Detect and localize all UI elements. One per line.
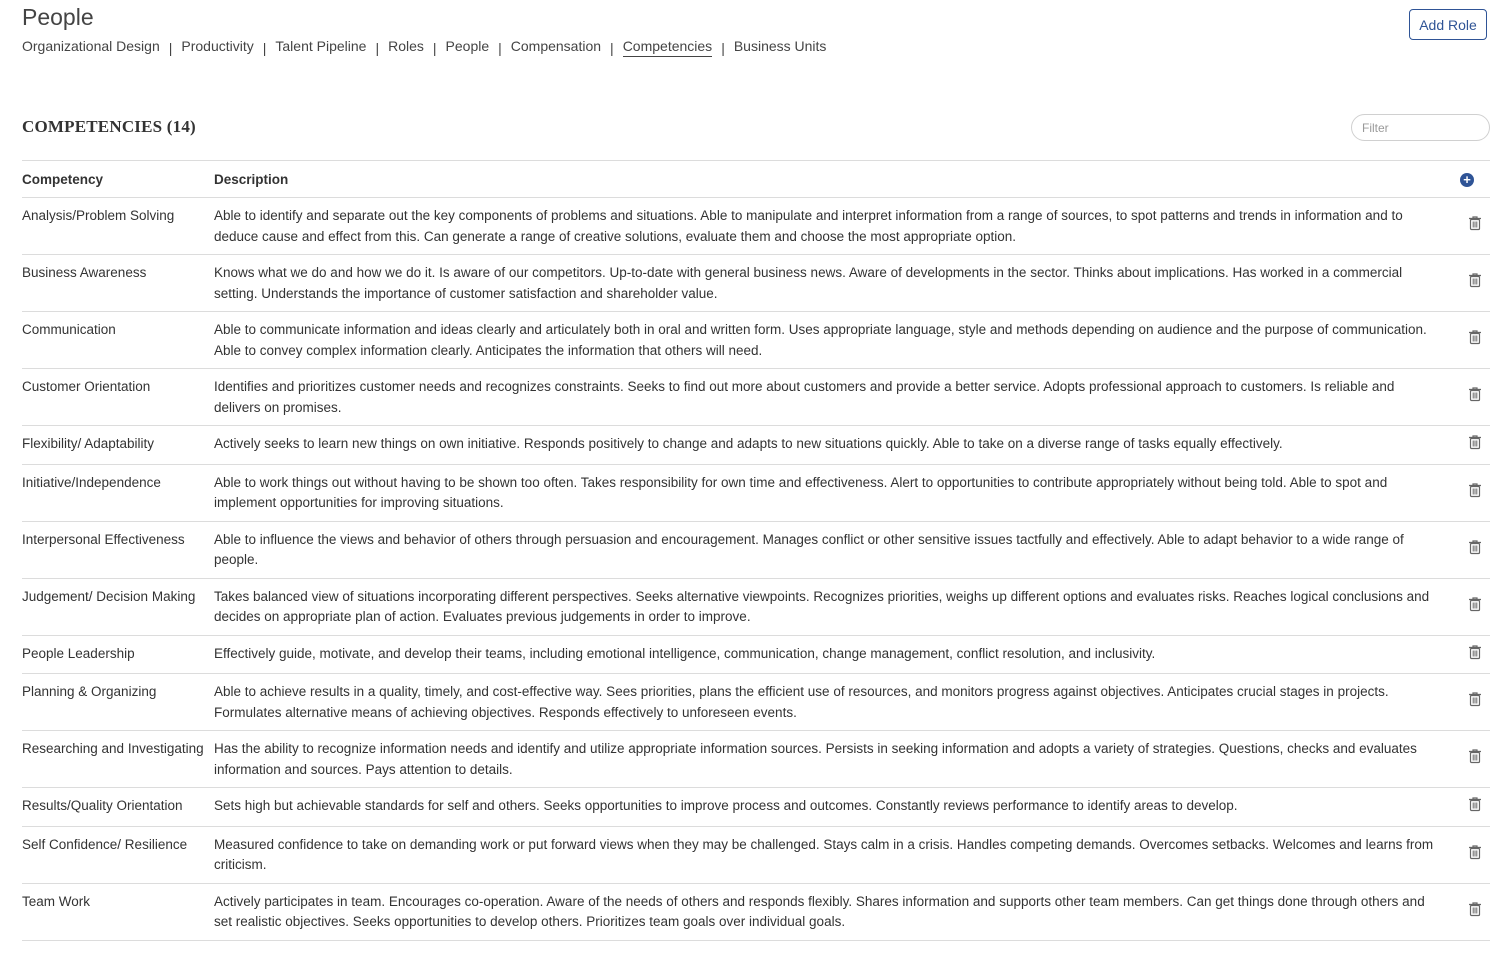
trash-icon[interactable] <box>1468 539 1482 562</box>
table-row <box>22 198 1490 255</box>
competency-description: Knows what we do and how we do it. Is aware of our competitors. Up-to-date with general business news. Aware of developments in the sector. Thinks about implications. Has worked in a commercial setting. Understands the importance of customer satisfaction and shareholder value. <box>214 255 1452 312</box>
column-header-competency: Competency <box>22 161 214 198</box>
delete-competency-button[interactable] <box>1452 521 1490 578</box>
tab-productivity[interactable]: Productivity <box>181 38 254 54</box>
competencies-table <box>22 160 1490 941</box>
competency-name: People Leadership <box>22 635 214 674</box>
table-row <box>22 369 1490 426</box>
competency-description: Able to achieve results in a quality, timely, and cost-effective way. Sees priorities, plans the efficient use of resources, and monitors progress against objectives. Anticipates crucial stages in projects. Formulates alternative means of achieving objectives. Responds effectively to unforeseen events. <box>214 674 1452 731</box>
trash-icon[interactable] <box>1468 596 1482 619</box>
competency-description: Identifies and prioritizes customer needs and recognizes constraints. Seeks to find out more about customers and provide a better service. Adopts professional approach to customers. Is reliable and delivers on promises. <box>214 369 1452 426</box>
competency-description: Sets high but achievable standards for self and others. Seeks opportunities to improve process and outcomes. Constantly reviews performance to identify areas to develop. <box>214 788 1452 827</box>
delete-competency-button[interactable] <box>1452 731 1490 788</box>
table-row <box>22 674 1490 731</box>
section-title: COMPETENCIES (14) <box>22 117 196 136</box>
delete-competency-button[interactable] <box>1452 788 1490 827</box>
competency-description: Able to influence the views and behavior of others through persuasion and encouragement. Manages conflict or other sensitive issues tactfully and effectively. Able to adapt behavior to a wide range of people. <box>214 521 1452 578</box>
competency-name: Communication <box>22 312 214 369</box>
table-row <box>22 826 1490 883</box>
competency-description: Able to work things out without having to be shown too often. Takes responsibility for own time and effectiveness. Alert to opportunities to contribute appropriately without being told. Able to spot and implement opportunities for improving situations. <box>214 464 1452 521</box>
tab-people[interactable]: People <box>445 38 490 54</box>
tab-roles[interactable]: Roles <box>388 38 424 54</box>
competency-name: Team Work <box>22 883 214 940</box>
table-row <box>22 578 1490 635</box>
add-role-button[interactable]: Add Role <box>1409 9 1487 40</box>
trash-icon[interactable] <box>1468 748 1482 771</box>
competency-name: Analysis/Problem Solving <box>22 198 214 255</box>
trash-icon[interactable] <box>1468 329 1482 352</box>
add-competency-button[interactable] <box>1452 161 1490 198</box>
tab-separator: | <box>168 39 173 56</box>
delete-competency-button[interactable] <box>1452 464 1490 521</box>
trash-icon[interactable] <box>1468 386 1482 409</box>
delete-competency-button[interactable] <box>1452 826 1490 883</box>
competency-name: Judgement/ Decision Making <box>22 578 214 635</box>
tab-organizational-design[interactable]: Organizational Design <box>22 38 160 54</box>
competency-name: Researching and Investigating <box>22 731 214 788</box>
trash-icon[interactable] <box>1468 796 1482 819</box>
tab-separator: | <box>498 39 502 56</box>
section-tabs <box>22 38 826 57</box>
competency-description: Actively seeks to learn new things on own initiative. Responds positively to change and adapts to new situations quickly. Able to take on a diverse range of tasks equally effectively. <box>214 426 1452 465</box>
delete-competency-button[interactable] <box>1452 578 1490 635</box>
competency-description: Measured confidence to take on demanding work or put forward views when they may be challenged. Stays calm in a crisis. Handles competing demands. Overcomes setbacks. Welcomes and learns from criticism. <box>214 826 1452 883</box>
plus-circle-icon[interactable]: + <box>1460 173 1474 187</box>
tab-separator: | <box>262 39 267 56</box>
tab-separator: | <box>610 39 614 56</box>
delete-competency-button[interactable] <box>1452 883 1490 940</box>
table-row <box>22 521 1490 578</box>
table-row <box>22 312 1490 369</box>
delete-competency-button[interactable] <box>1452 426 1490 465</box>
delete-competency-button[interactable] <box>1452 674 1490 731</box>
competency-name: Initiative/Independence <box>22 464 214 521</box>
trash-icon[interactable] <box>1468 215 1482 238</box>
competency-description: Takes balanced view of situations incorporating different perspectives. Seeks alternative viewpoints. Recognizes priorities, weighs up different options and evaluates risks. Reaches logical conclusions and decides on appropriate plan of action. Evaluates previous judgements in order to improve. <box>214 578 1452 635</box>
delete-competency-button[interactable] <box>1452 369 1490 426</box>
competency-description: Able to communicate information and ideas clearly and articulately both in oral and written form. Uses appropriate language, style and methods depending on audience and the purpose of communication. Able to convey complex information clearly. Anticipates the information that others will need. <box>214 312 1452 369</box>
trash-icon[interactable] <box>1468 434 1482 457</box>
table-row <box>22 883 1490 940</box>
trash-icon[interactable] <box>1468 482 1482 505</box>
delete-competency-button[interactable] <box>1452 198 1490 255</box>
table-row <box>22 635 1490 674</box>
filter-input[interactable] <box>1351 114 1490 141</box>
tab-business-units[interactable]: Business Units <box>733 38 827 54</box>
trash-icon[interactable] <box>1468 901 1482 924</box>
tab-competencies[interactable]: Competencies <box>623 38 713 57</box>
tab-separator: | <box>432 39 437 56</box>
table-row <box>22 255 1490 312</box>
table-row <box>22 731 1490 788</box>
table-row <box>22 788 1490 827</box>
trash-icon[interactable] <box>1468 644 1482 667</box>
delete-competency-button[interactable] <box>1452 312 1490 369</box>
competency-name: Flexibility/ Adaptability <box>22 426 214 465</box>
competency-description: Effectively guide, motivate, and develop their teams, including emotional intelligence, communication, change management, conflict resolution, and inclusivity. <box>214 635 1452 674</box>
tab-separator: | <box>375 39 380 56</box>
trash-icon[interactable] <box>1468 691 1482 714</box>
competency-name: Results/Quality Orientation <box>22 788 214 827</box>
tab-compensation[interactable]: Compensation <box>510 38 602 54</box>
competency-description: Has the ability to recognize information needs and identify and utilize appropriate information sources. Persists in seeking information and adopts a variety of strategies. Questions, checks and evaluates information and sources. Pays attention to details. <box>214 731 1452 788</box>
competency-description: Actively participates in team. Encourages co-operation. Aware of the needs of others and responds flexibly. Shares information and supports other team members. Can get things done through others and set realistic objectives. Seeks opportunities to develop others. Prioritizes team goals over individual goals. <box>214 883 1452 940</box>
competency-description: Able to identify and separate out the key components of problems and situations. Able to manipulate and interpret information from a range of sources, to spot patterns and trends in information and to deduce cause and effect from this. Can generate a range of creative solutions, evaluate them and choose the most appropriate option. <box>214 198 1452 255</box>
competency-name: Interpersonal Effectiveness <box>22 521 214 578</box>
table-row <box>22 464 1490 521</box>
competency-name: Business Awareness <box>22 255 214 312</box>
page-title: People <box>22 4 94 30</box>
delete-competency-button[interactable] <box>1452 635 1490 674</box>
competency-name: Planning & Organizing <box>22 674 214 731</box>
competency-name: Customer Orientation <box>22 369 214 426</box>
table-row <box>22 426 1490 465</box>
competency-name: Self Confidence/ Resilience <box>22 826 214 883</box>
column-header-description: Description <box>214 161 1452 198</box>
tab-separator: | <box>721 39 725 56</box>
trash-icon[interactable] <box>1468 272 1482 295</box>
delete-competency-button[interactable] <box>1452 255 1490 312</box>
table-header-row <box>22 161 1490 198</box>
trash-icon[interactable] <box>1468 844 1482 867</box>
tab-talent-pipeline[interactable]: Talent Pipeline <box>275 38 367 54</box>
